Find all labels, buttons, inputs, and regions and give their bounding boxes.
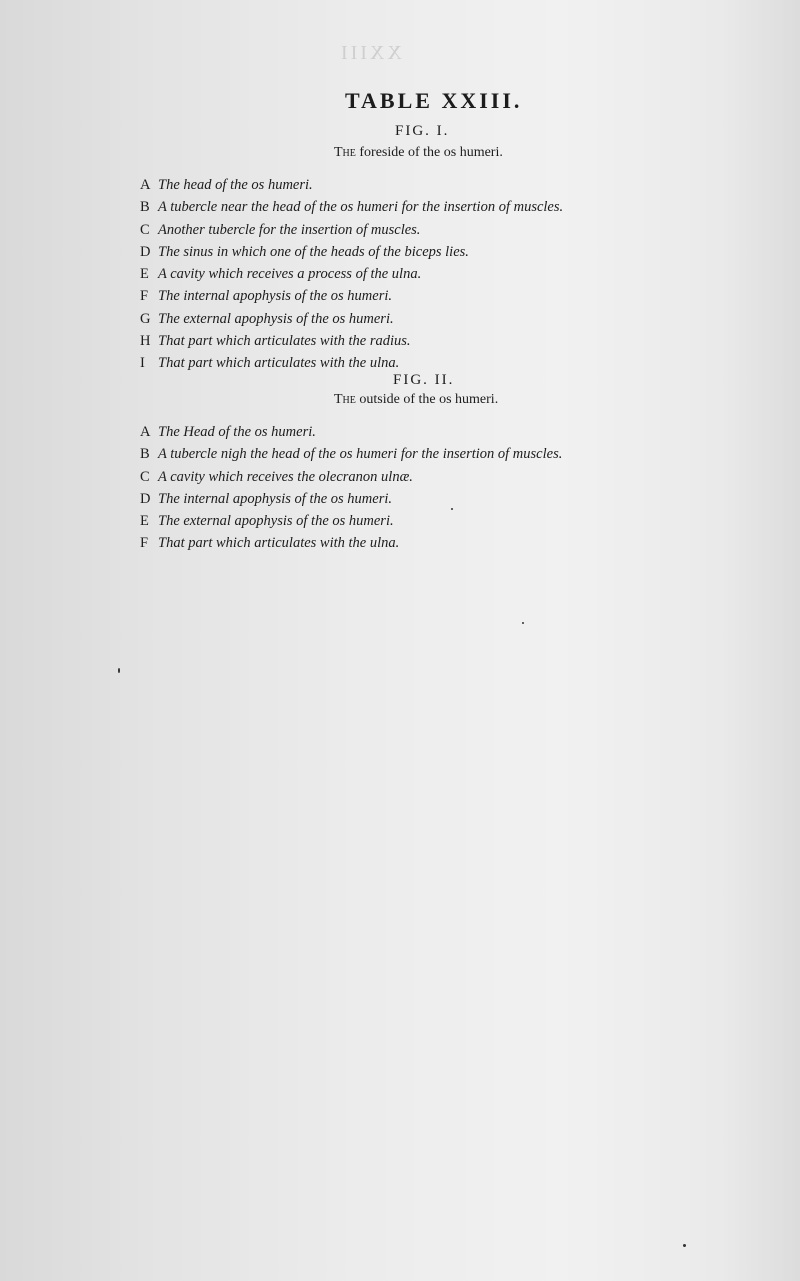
entry-letter: G [140, 310, 151, 327]
entry-letter: H [140, 333, 151, 350]
page-title: TABLE XXIII. [345, 88, 523, 113]
entry-letter: C [140, 468, 150, 485]
fig2-subtitle-rest: outside of the os humeri. [359, 392, 499, 407]
entry-text: The external apophysis of the os humeri. [158, 310, 394, 327]
entry-text: That part which articulates with the radius. [158, 333, 411, 350]
entry-letter: A [140, 177, 151, 193]
entry-text: Another tubercle for the insertion of muscles. [158, 221, 421, 238]
entry-text: A tubercle near the head of the os humeri for the insertion of muscles. [158, 199, 564, 216]
fig1-entry [140, 330, 563, 352]
paper-speck [683, 1244, 686, 1247]
entry-letter: F [140, 288, 149, 305]
fig1-entry-list [140, 174, 563, 375]
fig2-subtitle-prefix: The [334, 392, 356, 407]
paper-speck [522, 622, 524, 624]
fig1-subtitle [334, 145, 503, 161]
entry-letter: F [140, 535, 149, 552]
fig2-entry [140, 466, 562, 488]
entry-letter: B [140, 446, 150, 463]
fig1-entry [140, 352, 563, 374]
paper-speck [451, 508, 453, 510]
entry-letter: B [140, 199, 150, 216]
entry-text: That part which articulates with the ulna. [158, 535, 400, 552]
fig1-entry [140, 308, 563, 330]
entry-text: The Head of the os humeri. [158, 424, 316, 440]
entry-text: The internal apophysis of the os humeri. [158, 288, 393, 305]
entry-text: The internal apophysis of the os humeri. [158, 490, 393, 507]
fig1-entry [140, 241, 563, 263]
fig1-entry [140, 263, 563, 285]
entry-letter: A [140, 424, 151, 440]
entry-letter: E [140, 266, 149, 283]
entry-text: A cavity which receives a process of the ulna. [158, 266, 422, 283]
bleed-through-text: XXIII [338, 42, 402, 64]
fig2-entry [140, 488, 562, 510]
fig1-subtitle-prefix: The [334, 145, 356, 160]
entry-letter: E [140, 513, 149, 530]
fig1-entry [140, 285, 563, 307]
fig1-entry [140, 219, 563, 241]
fig2-entry-list [140, 421, 562, 555]
fig2-entry [140, 532, 562, 554]
fig1-entry [140, 196, 563, 218]
entry-text: The head of the os humeri. [158, 177, 313, 193]
entry-text: The sinus in which one of the heads of the biceps lies. [158, 243, 469, 260]
fig2-entry [140, 421, 562, 443]
entry-text: The external apophysis of the os humeri. [158, 513, 394, 530]
fig1-subtitle-rest: foreside of the os humeri. [359, 145, 503, 160]
entry-letter: I [140, 355, 145, 372]
paper-speck [118, 668, 120, 673]
entry-text: A cavity which receives the olecranon ulnæ. [158, 468, 413, 485]
entry-letter: C [140, 221, 150, 238]
entry-letter: D [140, 490, 151, 507]
fig2-entry [140, 510, 562, 532]
fig2-title: FIG. II. [393, 372, 455, 388]
entry-text: That part which articulates with the ulna. [158, 355, 400, 372]
entry-text: A tubercle nigh the head of the os humeri for the insertion of muscles. [158, 446, 563, 463]
fig2-entry [140, 443, 562, 465]
fig1-title: FIG. I. [395, 123, 450, 139]
entry-letter: D [140, 243, 151, 260]
fig1-entry [140, 174, 563, 196]
fig2-subtitle [334, 392, 498, 408]
